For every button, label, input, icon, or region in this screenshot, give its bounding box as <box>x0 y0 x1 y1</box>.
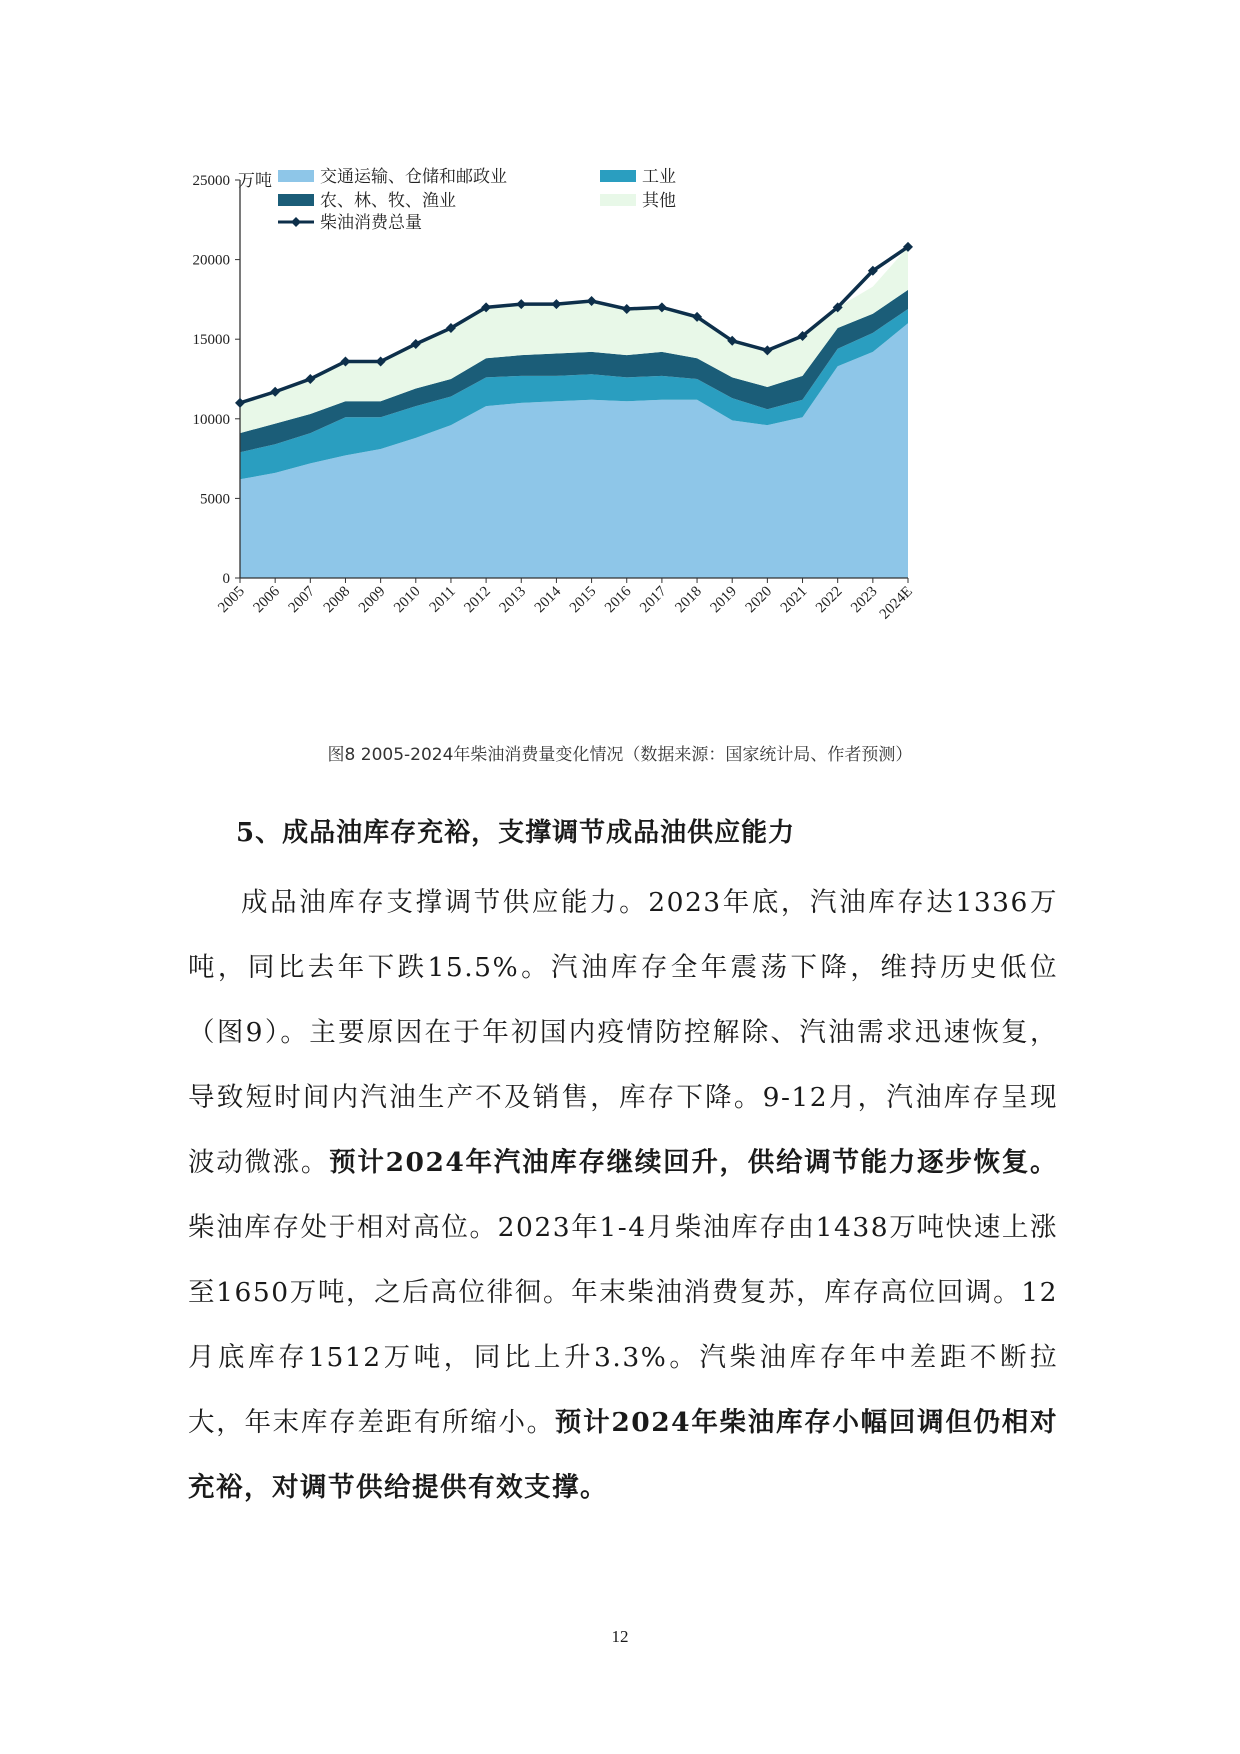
legend-swatch <box>600 194 636 206</box>
x-tick-label: 2014 <box>531 583 565 617</box>
legend-label: 其他 <box>642 191 676 211</box>
y-tick-labels <box>193 173 231 587</box>
x-tick-label: 2010 <box>391 583 424 617</box>
legend-marker <box>291 217 301 227</box>
x-tick-label: 2019 <box>707 583 741 617</box>
x-tick-label: 2015 <box>566 583 600 617</box>
y-tick-label: 15000 <box>192 332 230 349</box>
body-text <box>188 870 1058 1520</box>
legend-label: 农、林、牧、渔业 <box>320 191 456 211</box>
section-title: 5、成品油库存充裕，支撑调节成品油供应能力 <box>236 818 796 848</box>
x-tick-label: 2016 <box>602 583 635 617</box>
x-tick-label: 2017 <box>637 583 670 617</box>
legend-swatch <box>278 170 314 182</box>
figure-caption: 图8 2005-2024年柴油消费量变化情况（数据来源：国家统计局、作者预测） <box>327 745 913 765</box>
x-tick-label: 2024E <box>876 583 916 623</box>
legend-label: 柴油消费总量 <box>320 213 422 233</box>
x-tick-label: 2021 <box>777 583 811 617</box>
legend-label: 工业 <box>642 167 676 187</box>
x-tick-label: 2023 <box>848 583 881 617</box>
x-tick-label: 2020 <box>742 583 776 617</box>
x-tick-label: 2006 <box>250 583 283 617</box>
sentence: 柴油库存处于相对高位。2023年1-4月柴油库存由1438万吨快速上涨至1650万吨，之后高位徘徊。年末柴油消费复苏，库存高位回调。12月底库存1512万吨，同比上升3.3%。汽柴油库存年中差距不断拉大，年末库存差距有所缩小。 <box>188 1212 1058 1438</box>
bold-sentence: 预计2024年汽油库存继续回升，供给调节能力逐步恢复。 <box>329 1147 1059 1178</box>
y-tick-label: 0 <box>222 571 230 587</box>
chart-legend <box>278 167 676 233</box>
diesel-consumption-chart <box>190 160 1050 720</box>
y-tick-label: 25000 <box>192 173 230 189</box>
x-tick-label: 2013 <box>496 583 530 617</box>
y-tick-label: 10000 <box>192 411 230 428</box>
bold-sentence: 预计2024年柴油库存小幅回调但仍相对充裕，对调节供给提供有效支撑。 <box>188 1407 1059 1503</box>
x-tick-label: 2012 <box>461 583 494 617</box>
x-tick-label: 2008 <box>320 583 354 617</box>
y-tick-label: 5000 <box>200 491 230 508</box>
legend-label: 交通运输、仓储和邮政业 <box>320 167 507 187</box>
y-axis-label: 万吨 <box>238 171 272 191</box>
x-tick-label: 2011 <box>426 583 459 616</box>
x-tick-label: 2005 <box>215 583 248 617</box>
x-tick-labels <box>215 583 916 622</box>
x-tick-label: 2022 <box>812 583 846 617</box>
y-tick-label: 20000 <box>192 252 230 269</box>
stacked-areas <box>240 247 908 578</box>
legend-swatch <box>278 194 314 206</box>
paragraph <box>188 870 1058 1520</box>
legend-swatch <box>600 170 636 182</box>
x-tick-label: 2018 <box>672 583 705 617</box>
page-number: 12 <box>611 1627 629 1646</box>
x-tick-label: 2007 <box>285 583 319 617</box>
sentence: 成品油库存支撑调节供应能力。2023年底，汽油库存达1336万吨，同比去年下跌15.5%。汽油库存全年震荡下降，维持历史低位（图9）。主要原因在于年初国内疫情防控解除、汽油需求迅速恢复，导致短时间内汽油生产不及销售，库存下降。9-12月，汽油库存呈现波动微涨。 <box>188 887 1058 1178</box>
x-tick-label: 2009 <box>355 583 389 617</box>
